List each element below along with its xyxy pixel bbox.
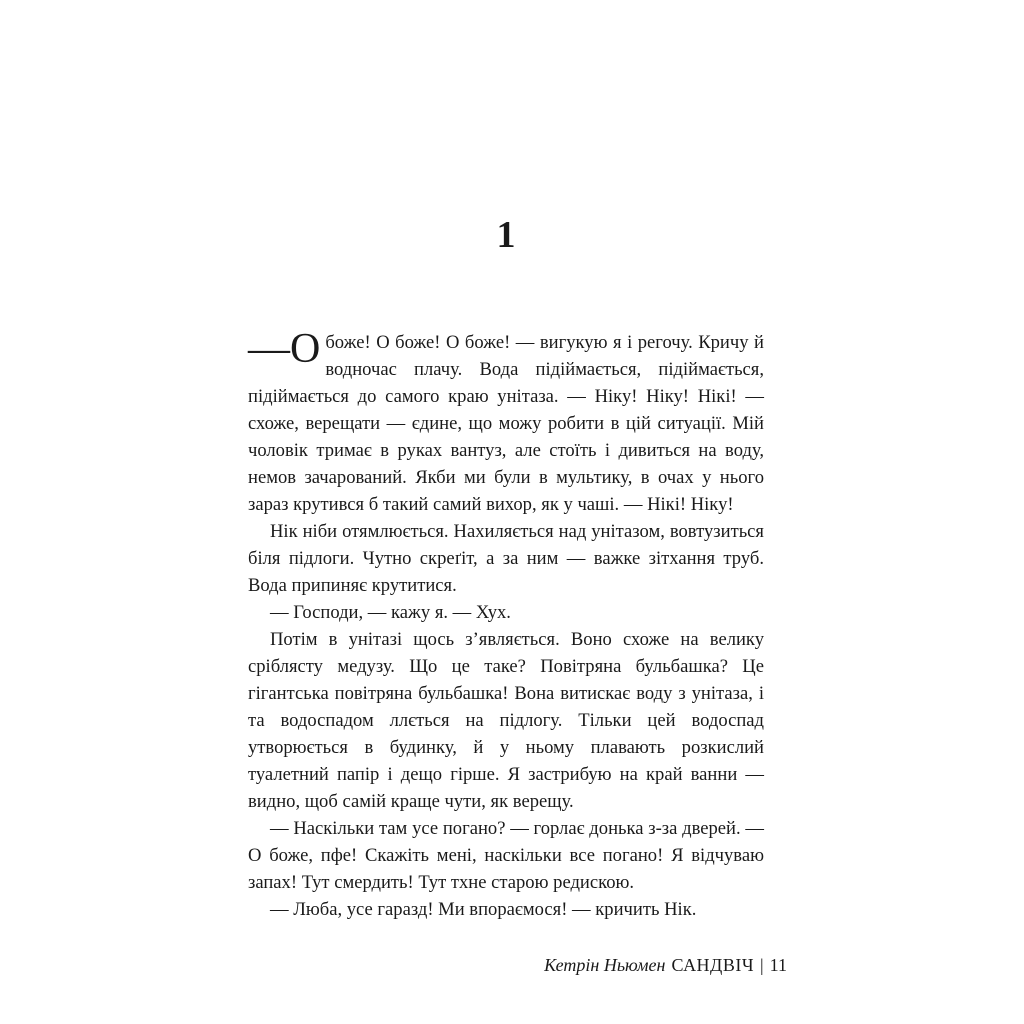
footer-author: Кетрін Ньюмен	[544, 955, 666, 975]
footer-book-title: САНДВІЧ	[671, 955, 755, 975]
paragraph-5: — Наскільки там усе погано? — горлає донька з-за дверей. — О боже, пфе! Скажіть мені, наскільки все погано! Я відчуваю запах! Тут смердить! Тут тхне старою редискою.	[248, 818, 764, 893]
chapter-body	[248, 326, 764, 923]
paragraph-2: Нік ніби отямлюється. Нахиляється над унітазом, вовтузиться біля підлоги. Чутно скреґіт, а за ним — важке зітхання труб. Вода припиняє крутитися.	[248, 521, 764, 596]
chapter-number: 1	[496, 214, 516, 256]
footer-separator: |	[760, 955, 764, 975]
paragraph-6: — Люба, усе гаразд! Ми впораємося! — кричить Нік.	[270, 899, 697, 920]
page-number: 11	[769, 955, 787, 975]
paragraph-1	[248, 326, 764, 518]
paragraph-1-text: боже! О боже! О боже! — вигукую я і регочу. Кричу й водночас плачу. Вода підіймається, підіймається, підіймається до самого краю унітаза. — Ніку! Ніку! Нікі! — схоже, верещати — єдине, що можу робити в цій ситуації. Мій чоловік тримає в руках вантуз, але стоїть і дивиться на воду, немов зачарований. Якби ми були в мультику, в очах у нього зараз крутився б такий самий вихор, як у чаші. — Нікі! Ніку!	[248, 332, 764, 515]
paragraph-3: — Господи, — кажу я. — Хух.	[270, 602, 511, 623]
paragraph-4: Потім в унітазі щось з’являється. Воно схоже на велику сріблясту медузу. Що це таке? Повітряна бульбашка? Це гігантська повітряна бульбашка! Вона витискає воду з унітаза, і та водоспадом ллється на підлогу. Тільки цей водоспад утворюється в будинку, й у ньому плавають розкислий туалетний папір і дещо гірше. Я застрибую на край ванни — видно, щоб самій краще чути, як верещу.	[248, 629, 764, 812]
drop-cap: —О	[248, 326, 321, 372]
running-footer	[544, 953, 787, 977]
